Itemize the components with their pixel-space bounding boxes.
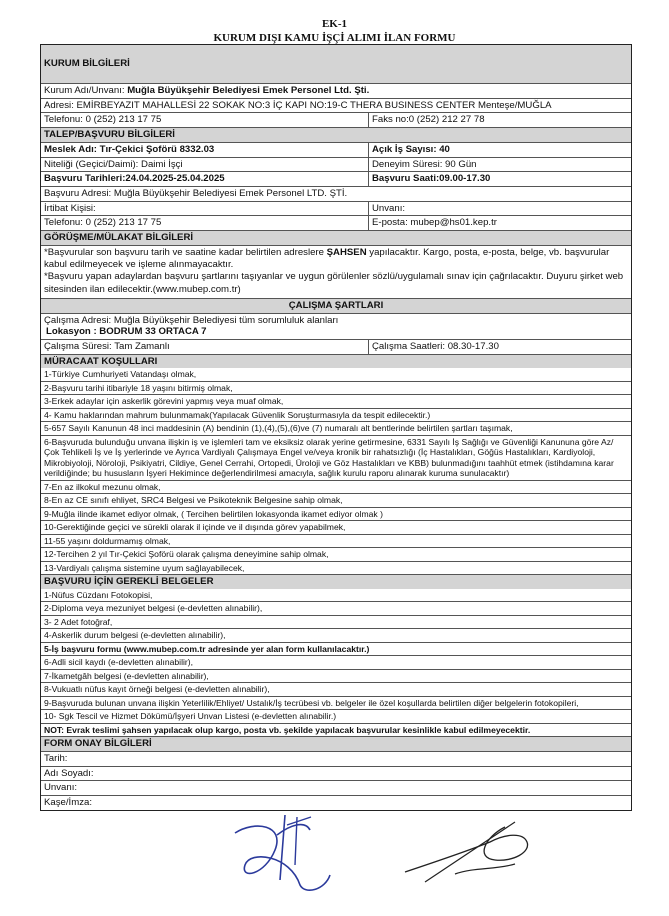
calisma-saat: Çalışma Saatleri: 08.30-17.30	[372, 340, 499, 352]
muracaat-item: 2-Başvuru tarihi itibariyle 18 yaşını bitirmiş olmak,	[41, 381, 631, 394]
kurum-phone: Telefonu: 0 (252) 213 17 75	[41, 113, 369, 127]
muracaat-item: 6-Başvuruda bulunduğu unvana ilişkin iş ve işlemleri tam ve eksiksiz olarak yerine getirmesine, 6331 Sayılı İş Sağlığı ve Güvenliği Kanununa göre Az/Çok Tehlikeli İş ve İş yerlerinde ve Ayrıca Vardiyalı Çalışmaya Engel ve/veya kronik bir rahatsızlığı (İç Hastalıkları, Göğüs Hastalıkları, Kardiyoloji, Mikrobiyoloji, Nöroloji, Psikiyatri, Cildiye, Genel Cerrahi, Ortopedi, Üroloji ve Göz Hastalıkları ve KBB) bulunmadığını taahhüt etmek (istihdamına karar verildiğinde; bu hususların İşyeri Hekimince değerlendirilmesi amacıyla, sağlık kurulu raporu alınarak kuruma sunulacaktır)	[41, 435, 631, 480]
nitelik: Niteliği (Geçici/Daimi): Daimi İşçi	[41, 158, 369, 172]
kurum-address: Adresi: EMİRBEYAZIT MAHALLESİ 22 SOKAK NO:3 İÇ KAPI NO:19-C THERA BUSINESS CENTER Menteşe/MUĞLA	[44, 99, 552, 111]
gorusme-p1: *Başvurular son başvuru tarih ve saatine kadar belirtilen adreslere ŞAHSEN yapılacaktır. Kargo, posta, e-posta, belge, vb. başvurular kabul edilmeyecek ve işleme alınmayacaktır.	[44, 246, 610, 270]
onay-kase: Kaşe/İmza:	[44, 796, 92, 808]
signature-right-icon	[395, 812, 545, 897]
onay-unvan: Unvanı:	[44, 782, 78, 794]
form-code: EK-1	[321, 18, 348, 30]
deneyim: Deneyim Süresi: 90 Gün	[372, 158, 477, 170]
muracaat-item: 5-657 Sayılı Kanunun 48 inci maddesinin (A) bendinin (1),(4),(5),(6)ve (7) numaralı alt bentlerinde belirtilen şartları taşımak,	[41, 421, 631, 434]
onay-unvan-row	[41, 780, 631, 795]
muracaat-item: 11-55 yaşını doldurmamış olmak,	[41, 534, 631, 547]
section-gorusme: GÖRÜŞME/MÜLAKAT BİLGİLERİ	[41, 230, 631, 245]
belge-item: 5-İş başvuru formu (www.mubep.com.tr adresinde yer alan form kullanılacaktır.)	[41, 642, 631, 655]
onay-tarih: Tarih:	[44, 752, 68, 764]
belge-item: 3- 2 Adet fotoğraf,	[41, 615, 631, 628]
section-muracaat: MÜRACAAT KOŞULLARI	[41, 354, 631, 369]
onay-ad: Adı Soyadı:	[44, 767, 94, 779]
belge-item: 10- Sgk Tescil ve Hizmet Dökümü/İşyeri Unvan Listesi (e-devletten alınabilir.)	[41, 709, 631, 722]
belge-item: 2-Diploma veya mezuniyet belgesi (e-devletten alınabilir),	[41, 601, 631, 614]
talep-row-5	[41, 201, 631, 216]
kurum-name-row	[41, 83, 631, 98]
muracaat-item: 9-Muğla ilinde ikamet ediyor olmak, ( Tercihen belirtilen lokasyonda ikamet ediyor olmak )	[41, 507, 631, 520]
calisma-sure-row	[41, 339, 631, 354]
belge-item: 6-Adli sicil kaydı (e-devletten alınabilir),	[41, 655, 631, 668]
kurum-fax: Faks no:0 (252) 212 27 78	[372, 114, 485, 126]
belge-item: 4-Askerlik durum belgesi (e-devletten alınabilir),	[41, 628, 631, 641]
gorusme-text	[41, 245, 631, 298]
muracaat-item: 12-Tercihen 2 yıl Tır-Çekici Şoförü olarak çalışma deneyimine sahip olmak,	[41, 547, 631, 560]
acik-is: Açık İş Sayısı: 40	[372, 143, 450, 155]
signature-left-icon	[215, 795, 345, 905]
basvuru-tarih: Başvuru Tarihleri:24.04.2025-25.04.2025	[41, 172, 369, 186]
muracaat-item: 1-Türkiye Cumhuriyeti Vatandaşı olmak,	[44, 369, 197, 380]
kurum-name-label: Kurum Adı/Unvanı:	[44, 85, 128, 96]
onay-kase-row	[41, 795, 631, 810]
talep-row-4	[41, 186, 631, 201]
belge-item: 8-Vukuatlı nüfus kayıt örneği belgesi (e-devletten alınabilir),	[41, 682, 631, 695]
talep-email: E-posta: mubep@hs01.kep.tr	[372, 217, 497, 229]
talep-row-1	[41, 142, 631, 157]
section-onay: FORM ONAY BİLGİLERİ	[41, 736, 631, 751]
section-belgeler: BAŞVURU İÇİN GEREKLİ BELGELER	[41, 574, 631, 589]
belgeler-note: NOT: Evrak teslimi şahsen yapılacak olup kargo, posta vb. şekilde yapılacak başvurular kesinlikle kabul edilmeyecektir.	[44, 724, 531, 735]
talep-row-6	[41, 215, 631, 230]
gorusme-p2: *Başvuru yapan adaylardan başvuru şartlarını taşıyanlar ve uygun görülenler sözlü/uygulamalı sınav için çağrılacaktır. Duyuru şirket web sitesinden ilan edilecektir.(www.mubep.com.tr)	[44, 271, 624, 295]
calisma-adres: Çalışma Adresi: Muğla Büyükşehir Belediyesi tüm sorumluluk alanları	[44, 314, 339, 326]
muracaat-item: 10-Gerektiğinde geçici ve sürekli olarak il içinde ve il dışında görev yapabilmek,	[41, 520, 631, 533]
belge-item: 7-İkametgâh belgesi (e-devletten alınabilir),	[41, 669, 631, 682]
irtibat: İrtibat Kişisi:	[41, 202, 369, 216]
calisma-sure: Çalışma Süresi: Tam Zamanlı	[41, 340, 369, 354]
belge-item: 9-Başvuruda bulunan unvana ilişkin Yeterlilik/Ehliyet/ Ustalık/İş tecrübesi vb. belgeler ile özel koşullarda belirtilen diğer belgelerin fotokopileri,	[41, 696, 631, 709]
muracaat-item: 7-En az ilkokul mezunu olmak,	[41, 480, 631, 493]
kurum-name: Muğla Büyükşehir Belediyesi Emek Personel Ltd. Şti.	[127, 85, 370, 96]
onay-ad-row	[41, 766, 631, 781]
belgeler-note-row	[41, 723, 631, 736]
belgeler-list	[41, 589, 631, 723]
talep-row-2	[41, 157, 631, 172]
section-calisma: ÇALIŞMA ŞARTLARI	[41, 298, 631, 313]
belge-item: 1-Nüfus Cüzdanı Fotokopisi,	[44, 589, 153, 600]
muracaat-list	[41, 368, 631, 574]
muracaat-item: 8-En az CE sınıfı ehliyet, SRC4 Belgesi ve Psikoteknik Belgesine sahip olmak,	[41, 493, 631, 506]
talep-phone: Telefonu: 0 (252) 213 17 75	[41, 216, 369, 230]
muracaat-item: 4- Kamu haklarından mahrum bulunmamak(Yapılacak Güvenlik Soruşturmasıyla da tespit edilecektir.)	[41, 408, 631, 421]
lokasyon: Lokasyon : BODRUM 33 ORTACA 7	[46, 326, 207, 338]
onay-tarih-row	[41, 751, 631, 766]
basvuru-adres: Başvuru Adresi: Muğla Büyükşehir Belediyesi Emek Personel LTD. ŞTİ.	[44, 187, 348, 199]
section-kurum: KURUM BİLGİLERİ	[41, 45, 631, 83]
form-title: KURUM DIŞI KAMU İŞÇİ ALIMI İLAN FORMU	[213, 32, 456, 44]
muracaat-item: 3-Erkek adaylar için askerlik görevini yapmış veya muaf olmak,	[41, 394, 631, 407]
kurum-address-row	[41, 98, 631, 113]
unvan: Unvanı:	[372, 202, 406, 214]
basvuru-saat: Başvuru Saati:09.00-17.30	[372, 173, 491, 185]
meslek: Meslek Adı: Tır-Çekici Şoförü 8332.03	[41, 143, 369, 157]
form-table	[40, 44, 632, 811]
kurum-contact-row	[41, 112, 631, 127]
section-talep: TALEP/BAŞVURU BİLGİLERİ	[41, 127, 631, 142]
muracaat-item: 13-Vardiyalı çalışma sistemine uyum sağlayabilecek,	[41, 561, 631, 574]
calisma-adres-row	[41, 313, 631, 339]
talep-row-3	[41, 171, 631, 186]
